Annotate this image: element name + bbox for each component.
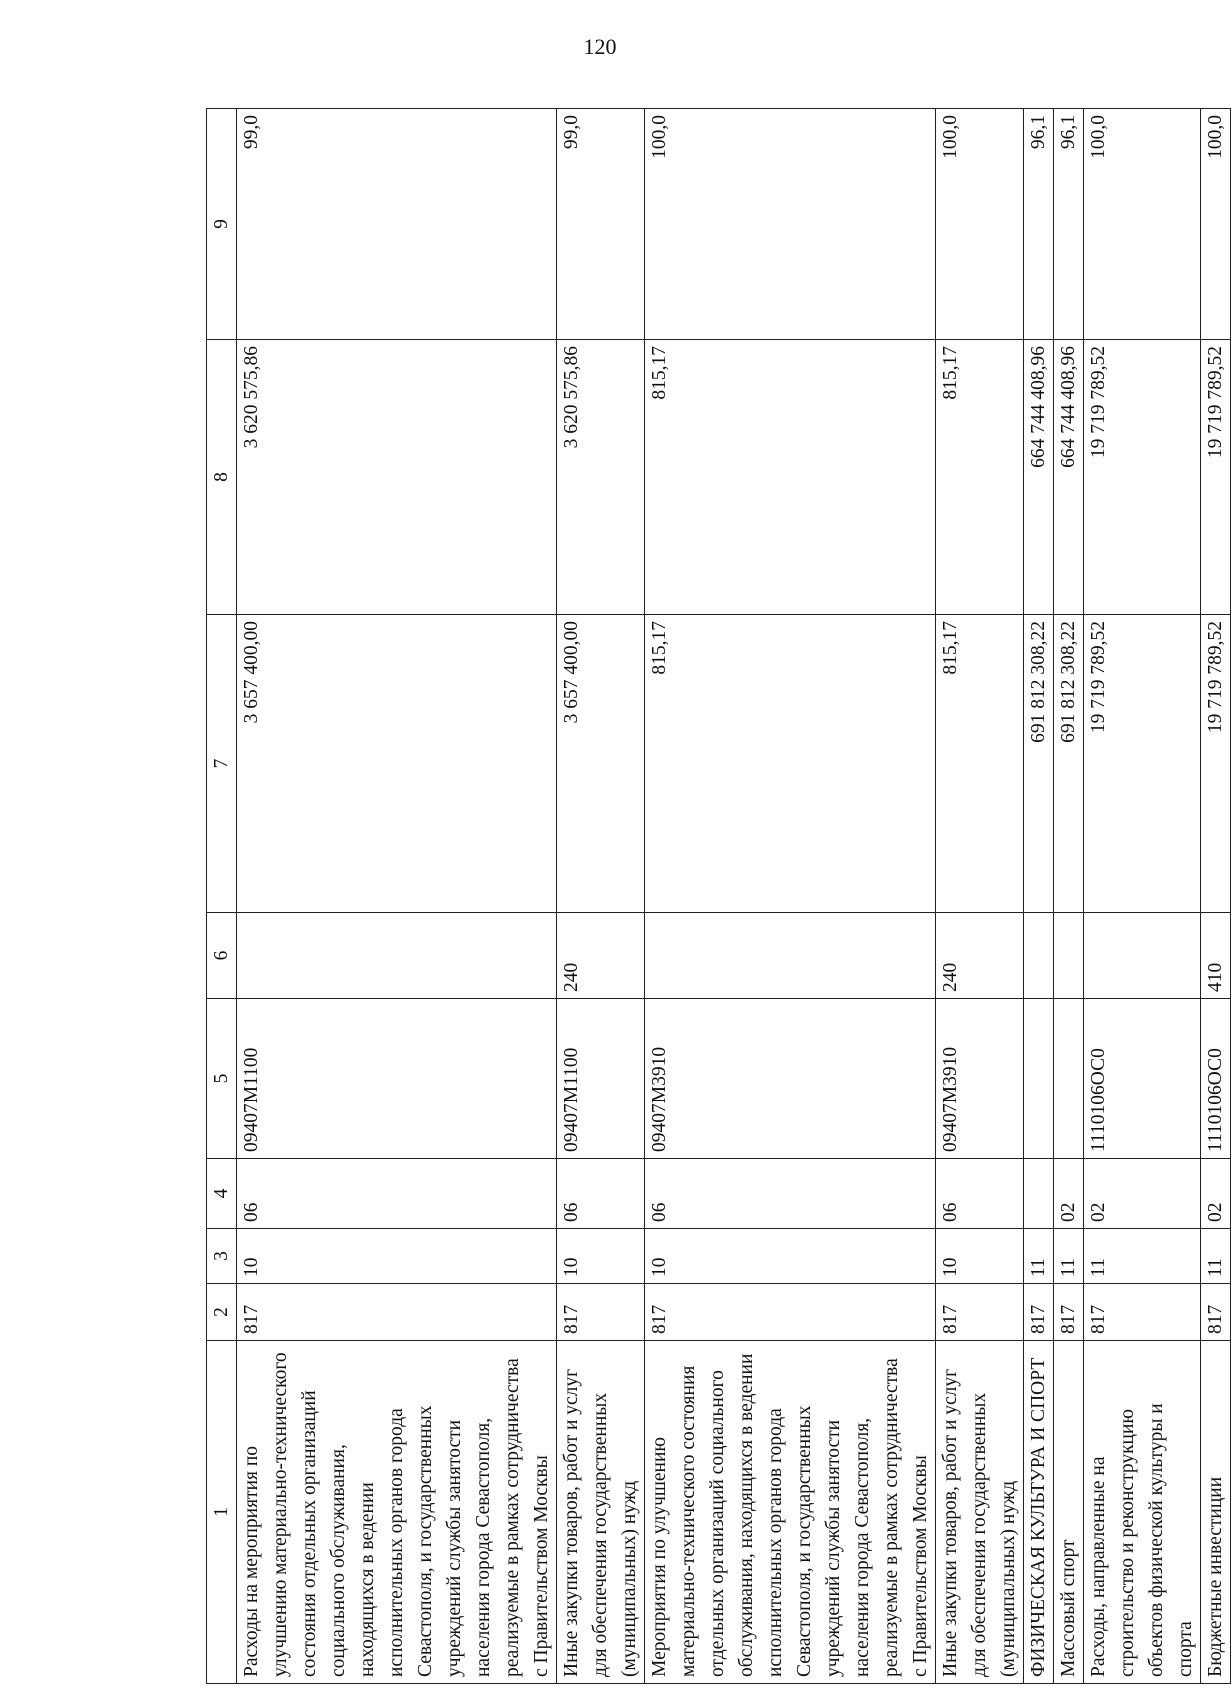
rotated-table-wrapper — [206, 109, 1226, 1684]
cell-c5: 09407М3910 — [936, 999, 1024, 1159]
table-row — [1084, 109, 1201, 1684]
cell-c7: 3 657 400,00 — [557, 615, 645, 913]
table-row — [1054, 109, 1084, 1684]
page-number: 120 — [583, 34, 617, 59]
cell-c5 — [1054, 999, 1084, 1159]
table-row — [936, 109, 1024, 1684]
cell-c8: 815,17 — [645, 340, 936, 615]
cell-c9: 96,1 — [1054, 109, 1084, 340]
cell-c6 — [237, 913, 557, 999]
row-name: Расходы на мероприятия по улучшению материально-технического состояния отдельных организаций социального обслуживания, находящихся в ведении исполнительных органов города Севастополя, и государственных учреждений службы занятости населения города Севастополя, реализуемые в рамках сотрудничества с Правительством Москвы — [237, 1341, 557, 1684]
cell-c6 — [645, 913, 936, 999]
row-name: Иные закупки товаров, работ и услуг для обеспечения государственных (муниципальных) нужд — [557, 1341, 645, 1684]
cell-c5: 09407М3910 — [645, 999, 936, 1159]
cell-c2: 817 — [1084, 1284, 1201, 1341]
cell-c3: 11 — [1054, 1229, 1084, 1284]
cell-c2: 817 — [1024, 1284, 1054, 1341]
cell-c4: 02 — [1201, 1159, 1231, 1229]
cell-c8: 19 719 789,52 — [1201, 340, 1231, 615]
cell-c2: 817 — [1201, 1284, 1231, 1341]
cell-c8: 664 744 408,96 — [1024, 340, 1054, 615]
cell-c7: 19 719 789,52 — [1084, 615, 1201, 913]
header-col-9: 9 — [207, 109, 237, 340]
cell-c7: 691 812 308,22 — [1024, 615, 1054, 913]
cell-c2: 817 — [237, 1284, 557, 1341]
cell-c9: 96,1 — [1024, 109, 1054, 340]
cell-c8: 664 744 408,96 — [1054, 340, 1084, 615]
cell-c3: 11 — [1084, 1229, 1201, 1284]
table-row — [1024, 109, 1054, 1684]
cell-c6: 240 — [557, 913, 645, 999]
cell-c7: 815,17 — [645, 615, 936, 913]
cell-c9: 99,0 — [557, 109, 645, 340]
table-row — [1201, 109, 1231, 1684]
cell-c4: 06 — [936, 1159, 1024, 1229]
cell-c4: 06 — [237, 1159, 557, 1229]
cell-c7: 815,17 — [936, 615, 1024, 913]
cell-c2: 817 — [645, 1284, 936, 1341]
cell-c8: 3 620 575,86 — [557, 340, 645, 615]
cell-c5 — [1024, 999, 1054, 1159]
header-col-2: 2 — [207, 1284, 237, 1341]
header-col-8: 8 — [207, 340, 237, 615]
cell-c3: 11 — [1201, 1229, 1231, 1284]
cell-c3: 10 — [557, 1229, 645, 1284]
cell-c5: 09407М1100 — [557, 999, 645, 1159]
row-name: Иные закупки товаров, работ и услуг для обеспечения государственных (муниципальных) нужд — [936, 1341, 1024, 1684]
cell-c4: 02 — [1084, 1159, 1201, 1229]
table-row — [237, 109, 557, 1684]
cell-c6 — [1084, 913, 1201, 999]
cell-c9: 100,0 — [936, 109, 1024, 340]
cell-c9: 100,0 — [645, 109, 936, 340]
cell-c3: 10 — [936, 1229, 1024, 1284]
cell-c9: 99,0 — [237, 109, 557, 340]
cell-c8: 815,17 — [936, 340, 1024, 615]
cell-c2: 817 — [936, 1284, 1024, 1341]
cell-c3: 10 — [237, 1229, 557, 1284]
cell-c9: 100,0 — [1201, 109, 1231, 340]
cell-c4 — [1024, 1159, 1054, 1229]
cell-c4: 02 — [1054, 1159, 1084, 1229]
cell-c7: 3 657 400,00 — [237, 615, 557, 913]
row-name: Мероприятия по улучшению материально-технического состояния отдельных организаций социального обслуживания, находящихся в ведении исполнительных органов города Севастополя, и государственных учреждений службы занятости населения города Севастополя, реализуемые в рамках сотрудничества с Правительством Москвы — [645, 1341, 936, 1684]
table-row — [645, 109, 936, 1684]
cell-c6: 410 — [1201, 913, 1231, 999]
row-name: Бюджетные инвестиции — [1201, 1341, 1231, 1684]
header-col-5: 5 — [207, 999, 237, 1159]
cell-c3: 11 — [1024, 1229, 1054, 1284]
header-row — [207, 109, 237, 1684]
cell-c3: 10 — [645, 1229, 936, 1284]
cell-c6: 240 — [936, 913, 1024, 999]
cell-c4: 06 — [557, 1159, 645, 1229]
cell-c5: 1110106ОС0 — [1201, 999, 1231, 1159]
cell-c2: 817 — [1054, 1284, 1084, 1341]
cell-c7: 691 812 308,22 — [1054, 615, 1084, 913]
cell-c8: 3 620 575,86 — [237, 340, 557, 615]
cell-c5: 1110106ОС0 — [1084, 999, 1201, 1159]
cell-c7: 19 719 789,52 — [1201, 615, 1231, 913]
cell-c8: 19 719 789,52 — [1084, 340, 1201, 615]
budget-table — [206, 108, 1231, 1684]
cell-c2: 817 — [557, 1284, 645, 1341]
cell-c9: 100,0 — [1084, 109, 1201, 340]
row-name: Массовый спорт — [1054, 1341, 1084, 1684]
cell-c4: 06 — [645, 1159, 936, 1229]
header-col-1: 1 — [207, 1341, 237, 1684]
cell-c6 — [1054, 913, 1084, 999]
header-col-7: 7 — [207, 615, 237, 913]
table-row — [557, 109, 645, 1684]
cell-c5: 09407М1100 — [237, 999, 557, 1159]
header-col-4: 4 — [207, 1159, 237, 1229]
cell-c6 — [1024, 913, 1054, 999]
row-name: Расходы, направленные на строительство и реконструкцию объектов физической культуры и спорта — [1084, 1341, 1201, 1684]
header-col-6: 6 — [207, 913, 237, 999]
row-name: ФИЗИЧЕСКАЯ КУЛЬТУРА И СПОРТ — [1024, 1341, 1054, 1684]
header-col-3: 3 — [207, 1229, 237, 1284]
